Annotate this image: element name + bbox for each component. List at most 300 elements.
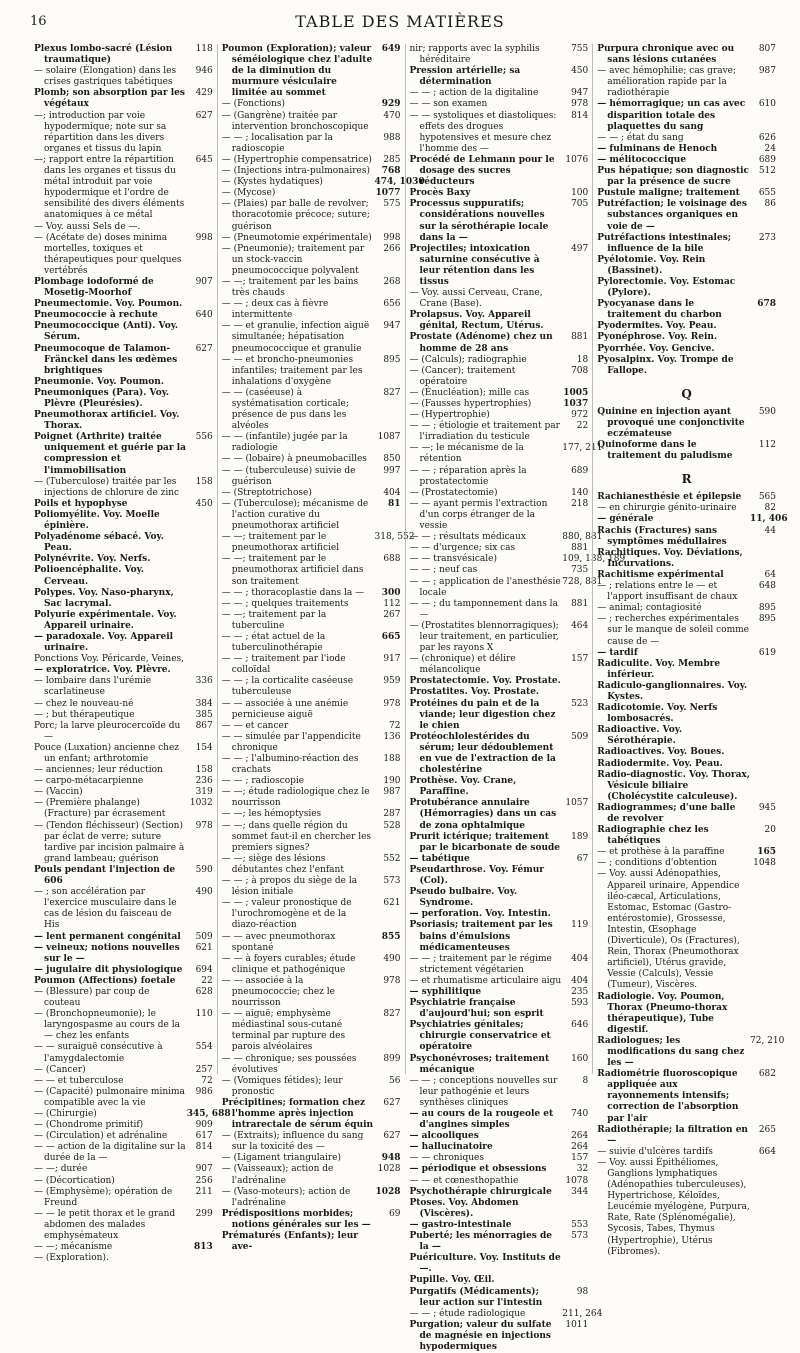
entry-page-ref: 1037 [563, 399, 589, 409]
entry-text: Polyadénome sébacé. Voy. Peau. [34, 532, 164, 554]
index-entry [410, 732, 589, 776]
index-entry [222, 599, 401, 610]
index-entry [222, 554, 401, 587]
entry-text: — (Blessure) par coup de couteau [34, 986, 150, 1009]
entry-page-ref: 656 [383, 299, 401, 310]
entry-text: — —; durée [34, 1164, 88, 1175]
entry-page-ref: 986 [195, 1086, 213, 1097]
entry-text: — (Ligament triangulaire) [221, 1153, 342, 1164]
entry-text: Poliomyélite. Voy. Moelle épinière. [34, 509, 160, 532]
index-entry [410, 699, 589, 732]
index-entry [410, 954, 589, 976]
entry-text: Projectiles; intoxication saturnine consécutive à leur rétention dans les tissus [409, 243, 540, 287]
entry-text: Psychiatries génitales; chirurgie conservatrice et opératoire [409, 1020, 551, 1053]
index-entry [410, 1198, 589, 1220]
entry-page-ref [750, 681, 776, 703]
entry-text: — veineux; notions nouvelles sur le — [34, 942, 180, 964]
entry-page-ref: 450 [195, 498, 213, 509]
entry-page-ref: 735 [571, 565, 589, 576]
index-entry [597, 1158, 776, 1258]
entry-text: Radioactives. Voy. Boues. [597, 747, 725, 758]
entry-page-ref: 728, 881 [562, 576, 603, 587]
entry-page-ref: 158 [195, 765, 213, 776]
index-entry [597, 803, 776, 825]
entry-page-ref: 740 [571, 1109, 589, 1119]
section-letter: Q [681, 386, 692, 401]
entry-text: Polypes. Voy. Naso-pharynx, Sac lacrymal. [34, 587, 174, 609]
entry-page-ref: 319 [195, 787, 213, 798]
entry-page-ref: 665 [381, 631, 401, 642]
index-entry [222, 1009, 401, 1053]
index-entry [34, 222, 213, 233]
entry-page-ref: 56 [389, 1075, 401, 1086]
entry-text: — hallucinatoire [409, 1142, 493, 1153]
entry-text: — — le petit thorax et le grand abdomen des malades emphysémateux [34, 1208, 176, 1242]
index-entry [410, 1153, 589, 1164]
entry-page-ref [187, 632, 213, 654]
entry-page-ref: 610 [758, 99, 776, 110]
index-entry [34, 1209, 213, 1242]
entry-text: — générale [597, 514, 654, 525]
entry-text: Quinoforme dans le traitement du paludisme [597, 440, 733, 462]
entry-text: Radiologie. Voy. Poumon, Thorax (Pneumo-thorax thérapeutique), Tube digestif. [597, 991, 728, 1035]
entry-text: —; rapport entre la répartition dans les organes et tissus du métal introduit par voie hypodermique et l'ordre de sensibilité des divers éléments anatomiques à ce métal [34, 154, 185, 221]
index-entry [410, 1054, 589, 1076]
entry-text: — — ; état du sang [597, 132, 684, 143]
entry-page-ref [750, 1158, 776, 1258]
entry-page-ref: 98 [576, 1286, 589, 1297]
entry-text: Putréfaction; le voisinage des substances organiques en voie de — [597, 199, 747, 232]
entry-page-ref: 814 [571, 110, 589, 121]
index-entry [34, 1065, 213, 1076]
index-entry [410, 1231, 589, 1253]
entry-text: — — simulée par l'appendicite chronique [221, 731, 361, 753]
entry-page-ref: 573 [571, 1231, 589, 1242]
entry-text: — — ; neuf cas [409, 565, 478, 576]
entry-page-ref [750, 321, 776, 332]
page-title: TABLE DES MATIÈRES [295, 12, 505, 31]
entry-text: — — ayant permis l'extraction d'un corps étranger de la vessie [409, 498, 548, 532]
index-entry [410, 1220, 589, 1231]
entry-page-ref: 235 [571, 986, 589, 997]
entry-text: Purpura chronique avec ou sans lésions cutanées [597, 44, 735, 66]
entry-text: — ; relations entre le — et l'apport insuffisant de chaux [597, 581, 738, 603]
index-column-2 [217, 44, 425, 1253]
entry-page-ref: 72, 210 [750, 1035, 785, 1046]
entry-page-ref: 988 [383, 132, 401, 143]
entry-text: Prostatites. Voy. Prostate. [409, 687, 540, 698]
index-entry [222, 876, 401, 898]
entry-text: — —; mécanisme [34, 1242, 113, 1253]
entry-text: — — ; l'albumino-réaction des crachats [221, 754, 359, 776]
entry-text: Plomb; son absorption par les végétaux [34, 88, 185, 110]
index-entry [34, 432, 213, 476]
entry-page-ref [750, 332, 776, 343]
entry-page-ref: 945 [758, 802, 776, 813]
entry-page-ref: 86 [764, 199, 776, 210]
entry-text: Pyosalpinx. Voy. Trompe de Fallope. [597, 354, 734, 376]
index-entry [34, 111, 213, 155]
index-entry [410, 987, 589, 998]
index-entry [410, 543, 589, 554]
entry-page-ref: 1011 [565, 1319, 589, 1330]
index-entry [222, 699, 401, 721]
index-entry [34, 632, 213, 654]
entry-page-ref: 907 [195, 276, 213, 287]
entry-text: — — à foyers curables; étude clinique et pathogénique [221, 953, 356, 975]
index-entry [410, 1275, 589, 1286]
entry-page-ref: 627 [195, 110, 213, 121]
index-entry [34, 676, 213, 698]
index-entry [34, 1253, 213, 1264]
entry-page-ref: 177, 211 [562, 443, 603, 454]
entry-text: — — ; étiologie et traitement par l'irradiation du testicule [409, 421, 560, 443]
entry-text: Radiothérapie; la filtration en — [597, 1124, 748, 1146]
index-entry [34, 1187, 213, 1209]
entry-page-ref: 345, 688 [186, 1109, 231, 1119]
entry-text: Poumon (Affections) foetale [34, 975, 176, 986]
index-entry [34, 554, 213, 565]
entry-page-ref: 1087 [377, 432, 401, 443]
index-entry [597, 603, 776, 614]
entry-text: Pustule maligne; traitement [597, 188, 740, 199]
entry-text: — (Hypertrophie) [409, 410, 490, 421]
entry-page-ref: 67 [576, 853, 589, 864]
index-entry [221, 532, 415, 554]
entry-text: Protéines du pain et de la viande; leur digestion chez le chien [409, 698, 556, 731]
entry-page-ref: 157 [571, 654, 589, 665]
entry-text: Pneumococcie à rechute [34, 310, 158, 321]
index-entry [597, 759, 776, 770]
entry-page-ref: 11, 406 [750, 514, 788, 525]
entry-page-ref [187, 654, 213, 665]
entry-page-ref [562, 310, 588, 332]
index-entry [597, 133, 776, 144]
entry-text: Pylorectomie. Voy. Estomac (Pylore). [597, 276, 736, 299]
index-entry [410, 621, 589, 654]
entry-text: —; introduction par voie hypodermique; note sur sa répartition dans les divers organes et tissus du lapin [34, 110, 167, 154]
index-entry [597, 299, 776, 321]
index-entry [597, 407, 776, 440]
entry-text: Psoriasis; traitement par les bains d'émulsions médicamenteuses [409, 920, 553, 953]
index-entry [222, 188, 401, 199]
entry-text: Purgatifs (Médicaments); leur action sur l'intestin [409, 1286, 543, 1308]
entry-text: — — ; conceptions nouvelles sur leur pathogénie et leurs synthèses cliniques [409, 1075, 558, 1108]
entry-text: — — et granulie, infection aiguë simultanée; hépatisation pneumococcique et granulie [221, 321, 370, 354]
entry-page-ref: 655 [758, 188, 776, 199]
entry-text: Puberté; les ménorragies de la — [409, 1231, 553, 1253]
index-entry [34, 965, 213, 976]
entry-page-ref: 109, 138, 189 [562, 554, 626, 565]
entry-text: — (Emphysème); opération de Freund [34, 1186, 173, 1208]
entry-page-ref: 318, 552 [374, 532, 415, 543]
entry-page-ref: 948 [381, 1153, 401, 1164]
entry-text: — (Vomiques fétides); leur pronostic [221, 1075, 343, 1097]
entry-text: — lombaire dans l'urémie scarlatineuse [34, 676, 152, 698]
entry-page-ref: 528 [383, 820, 401, 831]
index-entry [597, 1125, 776, 1147]
entry-text: — (Capacité) pulmonaire minima compatible avec la vie [34, 1086, 185, 1108]
entry-text: Pneumocoque de Talamon-Fränckel dans les œdèmes brightiques [34, 343, 178, 376]
entry-text: Pupille. Voy. Œil. [409, 1275, 495, 1286]
entry-page-ref [750, 703, 776, 725]
entry-page-ref: 867 [195, 720, 213, 731]
entry-text: — (Tuberculose) traitée par les injections de chlorure de zinc [34, 476, 180, 498]
entry-text: — — et tuberculose [34, 1075, 124, 1086]
entry-text: Purgation; valeur du sulfate de magnésie en injections hypodermiques [409, 1319, 552, 1352]
index-entry [222, 776, 401, 787]
entry-text: — —; traitement par les bains très chauds [221, 276, 359, 299]
entry-text: — (Fonctions) [221, 99, 285, 110]
entry-page-ref [750, 659, 776, 681]
entry-text: — (chronique) et délire mélancolique [409, 654, 516, 676]
index-entry [410, 199, 589, 243]
entry-text: — anciennes; leur réduction [34, 765, 163, 776]
index-entry [597, 825, 776, 847]
entry-text: — — ; thoracoplastie dans la — [221, 587, 365, 598]
entry-page-ref [750, 548, 776, 570]
entry-text: — ; conditions d'obtention [597, 858, 717, 869]
entry-text: — — et cœnesthopathie [409, 1175, 519, 1186]
entry-page-ref: 490 [383, 953, 401, 964]
entry-text: — (Bronchopneumonie); le laryngospasme au cours de la — chez les enfants [34, 1009, 180, 1042]
index-entry [34, 887, 213, 931]
entry-page-ref [562, 1253, 588, 1275]
entry-text: Psychothérapie chirurgicale [409, 1186, 552, 1197]
entry-page-ref: 157 [571, 1153, 589, 1164]
entry-page-ref [187, 321, 213, 343]
index-entry [597, 155, 776, 166]
entry-text: Pyorrhée. Voy. Gencive. [597, 343, 715, 354]
index-entry [34, 532, 213, 554]
index-entry [34, 798, 213, 820]
index-entry [410, 310, 589, 332]
entry-page-ref: 264 [571, 1142, 589, 1153]
entry-text: — jugulaire dit physiologique [34, 964, 183, 975]
index-entry [222, 632, 401, 654]
entry-text: Pneumococcique (Anti). Voy. Sérum. [34, 321, 179, 343]
entry-text: — (Énucléation); mille cas [409, 387, 530, 398]
entry-text: Prothèse. Voy. Crane, Paraffine. [409, 776, 517, 798]
entry-text: Prostate (Adénome) chez un homme de 28 ans [409, 332, 553, 354]
entry-page-ref: 384 [195, 698, 213, 709]
entry-text: — — aiguë; emphysème médiastinal sous-cutané terminal par rupture des parois alvéolaires [221, 1009, 346, 1053]
index-entry [34, 1164, 213, 1175]
entry-page-ref: 881 [571, 332, 589, 343]
entry-text: Rachitiques. Voy. Déviations, Incurvations. [597, 547, 743, 569]
section-letter: R [681, 472, 692, 487]
index-entry [410, 388, 589, 399]
entry-text: — — et cancer [221, 720, 289, 731]
entry-text: — — ; valeur pronostique de l'urochromogène et de la diazo-réaction [221, 898, 352, 931]
index-entry [409, 1308, 603, 1320]
index-entry [410, 1287, 589, 1309]
entry-text: Polyurie expérimentale. Voy. Appareil urinaire. [34, 609, 177, 631]
index-entry [34, 1242, 213, 1253]
entry-page-ref: 640 [195, 310, 213, 321]
index-entry [597, 321, 776, 332]
index-entry [410, 332, 589, 354]
entry-page-ref: 978 [195, 820, 213, 831]
index-column-4 [592, 44, 788, 1257]
index-entry [597, 503, 776, 514]
entry-page-ref [375, 1231, 401, 1253]
entry-text: Radioactive. Voy. Sérothérapie. [597, 725, 683, 747]
entry-text: — (Chirurgie) [34, 1109, 97, 1119]
entry-page-ref: 18 [576, 354, 589, 365]
index-entry [597, 770, 776, 803]
entry-page-ref [750, 255, 776, 277]
entry-page-ref [750, 759, 776, 770]
entry-text: Radiodermite. Voy. Peau. [597, 758, 723, 769]
index-entry [222, 133, 401, 155]
index-entry [410, 466, 589, 488]
entry-text: — perforation. Voy. Intestin. [409, 909, 551, 920]
entry-text: Prurit ictérique; traitement par le bicarbonate de soude [409, 831, 561, 853]
index-entry [597, 188, 776, 199]
index-entry [597, 144, 776, 155]
entry-text: — ; recherches expérimentales sur le manque de soleil comme cause de — [597, 614, 749, 647]
entry-page-ref: 627 [195, 343, 213, 354]
entry-text: Procès Baxy [409, 188, 471, 199]
index-entry [410, 244, 589, 288]
entry-text: — — et broncho-pneumonies infantiles; traitement par les inhalations d'oxygène [221, 354, 363, 387]
entry-text: Ptoses. Voy. Abdomen (Viscères). [409, 1197, 519, 1219]
index-entry [222, 299, 401, 321]
entry-text: — (Plaies) par balle de revolver; thoracotomie précoce; suture; guérison [221, 199, 370, 232]
index-entry [597, 858, 776, 869]
entry-page-ref [187, 388, 213, 410]
entry-page-ref: 464 [571, 620, 589, 631]
index-entry [410, 798, 589, 831]
entry-text: — — ; résultats médicaux [409, 532, 526, 543]
index-entry [222, 1153, 401, 1164]
index-entry [34, 787, 213, 798]
entry-page-ref: 266 [383, 243, 401, 254]
index-entry [410, 155, 589, 188]
entry-page-ref: 81 [387, 498, 401, 509]
index-entry [597, 440, 776, 462]
entry-text: — — associée à une anémie pernicieuse aiguë [221, 698, 349, 720]
index-entry [34, 1131, 213, 1142]
entry-text: — —; étude radiologique chez le nourrisson [221, 787, 370, 809]
entry-page-ref [187, 610, 213, 632]
entry-page-ref: 385 [195, 709, 213, 720]
entry-page-ref: 497 [571, 243, 589, 254]
entry-text: — fulminans de Henoch [597, 143, 718, 154]
index-entry [222, 111, 401, 133]
entry-text: — paradoxale. Voy. Appareil urinaire. [34, 631, 174, 654]
entry-page-ref [187, 554, 213, 565]
entry-text: Pseudo bulbaire. Voy. Syndrome. [409, 887, 518, 909]
index-entry [410, 854, 589, 865]
index-entry [222, 233, 401, 244]
index-entry [222, 821, 401, 854]
index-entry [222, 809, 401, 820]
index-entry [410, 399, 589, 410]
entry-page-ref: 285 [383, 154, 401, 165]
entry-text: Procédé de Lehmann pour le dosage des sucres réducteurs [409, 154, 555, 188]
entry-page-ref: 929 [381, 99, 401, 110]
entry-text: — — ; du tamponnement dans la — [409, 598, 558, 620]
index-entry [597, 332, 776, 343]
entry-page-ref: 119 [571, 920, 589, 931]
entry-text: Radiographie chez les tabétiques [597, 825, 709, 847]
index-entry [409, 532, 603, 543]
entry-page-ref: 344 [571, 1186, 589, 1197]
entry-page-ref: 64 [764, 569, 776, 580]
index-entry [222, 454, 401, 465]
entry-page-ref: 287 [383, 809, 401, 820]
entry-text: Prostatectomie. Voy. Prostate. [409, 676, 561, 687]
entry-text: — gastro-intestinale [409, 1219, 512, 1230]
entry-page-ref: 959 [383, 676, 401, 687]
entry-page-ref: 1048 [753, 858, 776, 869]
index-entry [597, 1069, 776, 1124]
index-entry [34, 721, 213, 743]
entry-page-ref: 678 [757, 299, 776, 310]
entry-page-ref [562, 676, 588, 687]
entry-text: Radiculo-ganglionnaires. Voy. Kystes. [597, 680, 748, 702]
index-entry [597, 166, 776, 188]
entry-text: — — d'urgence; six cas [409, 543, 516, 554]
entry-text: — tardif [597, 647, 638, 658]
entry-text: — tabétique [409, 853, 470, 864]
entry-page-ref: 160 [571, 1053, 589, 1064]
index-entry [34, 44, 213, 66]
entry-text: Radiologues; les modifications du sang chez les — [597, 1035, 745, 1069]
index-entry [222, 488, 401, 499]
entry-page-ref [562, 909, 588, 920]
entry-text: — (Tuberculose); mécanisme de l'action curative du pneumothorax artificiel [221, 498, 369, 532]
entry-text: — — ; quelques traitements [221, 598, 349, 609]
index-entry [597, 570, 776, 581]
entry-text: Prématurés (Enfants); leur ave- [221, 1231, 358, 1253]
entry-text: — périodique et obsessions [409, 1164, 547, 1175]
entry-text: nir; rapports avec la syphilis héréditaire [409, 44, 540, 66]
index-entry [410, 88, 589, 99]
index-entry [410, 998, 589, 1020]
entry-page-ref: 978 [383, 698, 401, 709]
entry-page-ref: 556 [195, 432, 213, 443]
entry-page-ref: 257 [195, 1064, 213, 1075]
entry-text: — — (lobaire) à pneumobacilles [221, 454, 367, 465]
index-entry [222, 976, 401, 1009]
entry-text: — (Hypertrophie compensatrice) [221, 154, 372, 165]
entry-page-ref: 814 [195, 1142, 213, 1153]
entry-page-ref: 72 [389, 720, 401, 731]
entry-text: Pneumothorax artificiel. Voy. Thorax. [34, 410, 180, 432]
index-entry [410, 111, 589, 155]
entry-page-ref: 648 [758, 581, 776, 592]
entry-text: — — ; localisation par la radioscopie [221, 132, 333, 154]
entry-text: — animal; contagiosité [597, 603, 702, 614]
entry-text: — — chroniques [409, 1153, 484, 1164]
index-entry [410, 1131, 589, 1142]
entry-page-ref [750, 355, 776, 377]
entry-page-ref: 1057 [565, 798, 589, 809]
index-entry [222, 676, 401, 698]
entry-text: — (Première phalange) (Fracture) par écrasement [34, 798, 166, 820]
entry-text: — ; but thérapeutique [34, 709, 135, 720]
entry-page-ref: 474, 1030 [374, 177, 425, 188]
index-entry [34, 477, 213, 499]
entry-text: — (Vaisseaux); action de l'adrénaline [221, 1164, 334, 1186]
index-entry [410, 920, 589, 953]
index-entry [222, 1187, 401, 1209]
entry-page-ref [187, 510, 213, 532]
page-number: 16 [30, 14, 47, 29]
